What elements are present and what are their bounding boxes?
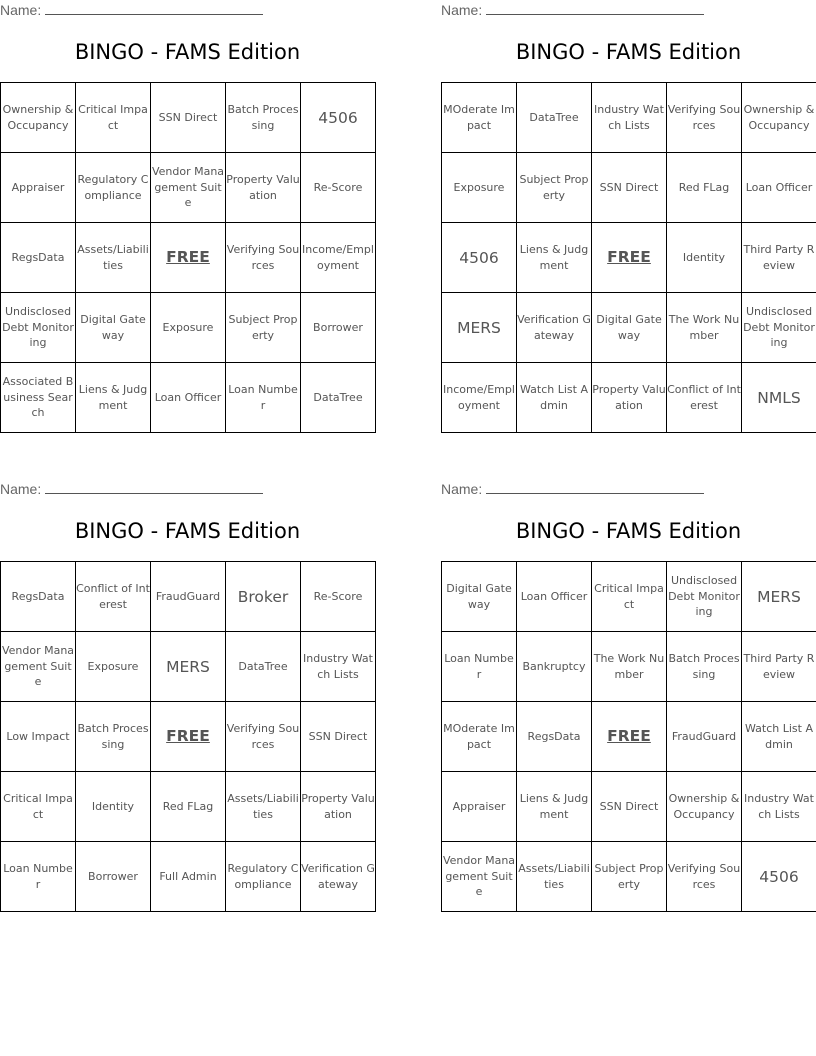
bingo-cell: Digital Gateway (592, 293, 667, 363)
bingo-cell: 4506 (742, 842, 816, 912)
bingo-cell: Borrower (301, 293, 376, 363)
card-title: BINGO - FAMS Edition (515, 40, 742, 64)
bingo-cell: Bankruptcy (517, 632, 592, 702)
name-blank-line (45, 4, 263, 15)
bingo-cell: Regulatory Compliance (76, 153, 151, 223)
bingo-cell: MOderate Impact (442, 702, 517, 772)
bingo-cell: Full Admin (151, 842, 226, 912)
bingo-cell: Verifying Sources (226, 702, 301, 772)
bingo-cell: Verification Gateway (301, 842, 376, 912)
bingo-cell: Low Impact (1, 702, 76, 772)
bingo-cell: Exposure (151, 293, 226, 363)
bingo-cell: Loan Officer (151, 363, 226, 433)
bingo-cell: Verifying Sources (667, 842, 742, 912)
bingo-cell: Regulatory Compliance (226, 842, 301, 912)
bingo-cell: Ownership & Occupancy (1, 83, 76, 153)
bingo-cell: RegsData (1, 223, 76, 293)
bingo-cell: Ownership & Occupancy (742, 83, 816, 153)
bingo-cell: Assets/Liabilities (226, 772, 301, 842)
bingo-cell: DataTree (517, 83, 592, 153)
bingo-row (1, 223, 376, 293)
bingo-cell: Vendor Management Suite (151, 153, 226, 223)
bingo-cell: SSN Direct (592, 153, 667, 223)
bingo-cell: Red FLag (151, 772, 226, 842)
bingo-cell: Liens & Judgment (76, 363, 151, 433)
name-field (0, 481, 263, 497)
bingo-cell: Subject Property (226, 293, 301, 363)
bingo-row (442, 632, 816, 702)
bingo-cell: Watch List Admin (742, 702, 816, 772)
name-blank-line (486, 483, 704, 494)
bingo-row (1, 772, 376, 842)
bingo-cell: Digital Gateway (442, 562, 517, 632)
bingo-cell: Broker (226, 562, 301, 632)
bingo-row (442, 702, 816, 772)
bingo-cell: Red FLag (667, 153, 742, 223)
bingo-cell: Conflict of Interest (76, 562, 151, 632)
bingo-cell: Industry Watch Lists (592, 83, 667, 153)
bingo-cell: Exposure (76, 632, 151, 702)
bingo-cell: SSN Direct (151, 83, 226, 153)
bingo-cell: NMLS (742, 363, 816, 433)
bingo-cell: RegsData (517, 702, 592, 772)
bingo-cell: MERS (151, 632, 226, 702)
bingo-cell: Verification Gateway (517, 293, 592, 363)
bingo-cell: Loan Number (226, 363, 301, 433)
bingo-row (1, 632, 376, 702)
bingo-cell: Critical Impact (1, 772, 76, 842)
bingo-cell: RegsData (1, 562, 76, 632)
bingo-cell: Digital Gateway (76, 293, 151, 363)
bingo-cell: Batch Processing (667, 632, 742, 702)
bingo-cell: DataTree (226, 632, 301, 702)
bingo-grid (0, 82, 376, 433)
bingo-row (1, 562, 376, 632)
bingo-row (442, 562, 816, 632)
bingo-cell: SSN Direct (592, 772, 667, 842)
bingo-cell: Subject Property (592, 842, 667, 912)
bingo-cell: Associated Business Search (1, 363, 76, 433)
bingo-cell: Subject Property (517, 153, 592, 223)
bingo-cell: Identity (667, 223, 742, 293)
bingo-row (1, 702, 376, 772)
bingo-cell: Loan Officer (742, 153, 816, 223)
card-title: BINGO - FAMS Edition (74, 40, 301, 64)
bingo-cell: Verifying Sources (667, 83, 742, 153)
bingo-cell: Assets/Liabilities (517, 842, 592, 912)
bingo-grid (441, 82, 816, 433)
bingo-row (442, 293, 816, 363)
name-field (441, 481, 704, 497)
bingo-cell: Loan Number (1, 842, 76, 912)
bingo-cell: Liens & Judgment (517, 223, 592, 293)
name-label: Name: (441, 2, 483, 18)
bingo-cell: MERS (442, 293, 517, 363)
bingo-cell: Undisclosed Debt Monitoring (1, 293, 76, 363)
bingo-cell: Property Valuation (226, 153, 301, 223)
bingo-cell: Undisclosed Debt Monitoring (667, 562, 742, 632)
bingo-cell: Appraiser (442, 772, 517, 842)
bingo-cell: FraudGuard (151, 562, 226, 632)
bingo-cell: Batch Processing (226, 83, 301, 153)
bingo-cell: MERS (742, 562, 816, 632)
bingo-cell: Third Party Review (742, 632, 816, 702)
bingo-row (1, 363, 376, 433)
free-space: FREE (151, 223, 226, 293)
bingo-row (1, 293, 376, 363)
bingo-cell: The Work Number (592, 632, 667, 702)
bingo-cell: Vendor Management Suite (442, 842, 517, 912)
bingo-cell: Re-Score (301, 562, 376, 632)
free-space: FREE (592, 702, 667, 772)
bingo-cell: Critical Impact (592, 562, 667, 632)
card-title: BINGO - FAMS Edition (74, 519, 301, 543)
bingo-cell: The Work Number (667, 293, 742, 363)
bingo-cell: Industry Watch Lists (301, 632, 376, 702)
bingo-row (1, 83, 376, 153)
bingo-cell: Industry Watch Lists (742, 772, 816, 842)
bingo-cell: Vendor Management Suite (1, 632, 76, 702)
bingo-row (442, 842, 816, 912)
name-label: Name: (0, 2, 42, 18)
bingo-cell: Income/Employment (301, 223, 376, 293)
bingo-row (442, 223, 816, 293)
bingo-cell: Re-Score (301, 153, 376, 223)
name-blank-line (486, 4, 704, 15)
bingo-cell: Income/Employment (442, 363, 517, 433)
bingo-cell: Conflict of Interest (667, 363, 742, 433)
free-space: FREE (151, 702, 226, 772)
card-title: BINGO - FAMS Edition (515, 519, 742, 543)
bingo-cell: Loan Number (442, 632, 517, 702)
bingo-cell: Assets/Liabilities (76, 223, 151, 293)
bingo-cell: FraudGuard (667, 702, 742, 772)
bingo-cell: Undisclosed Debt Monitoring (742, 293, 816, 363)
bingo-row (442, 363, 816, 433)
bingo-cell: MOderate Impact (442, 83, 517, 153)
bingo-cell: Batch Processing (76, 702, 151, 772)
bingo-cell: Identity (76, 772, 151, 842)
bingo-cell: Appraiser (1, 153, 76, 223)
bingo-cell: 4506 (442, 223, 517, 293)
bingo-row (442, 772, 816, 842)
name-field (0, 2, 263, 18)
bingo-cell: SSN Direct (301, 702, 376, 772)
bingo-grid (0, 561, 376, 912)
name-label: Name: (441, 481, 483, 497)
bingo-row (442, 83, 816, 153)
bingo-cell: Ownership & Occupancy (667, 772, 742, 842)
bingo-cell: 4506 (301, 83, 376, 153)
bingo-grid (441, 561, 816, 912)
bingo-cell: Property Valuation (301, 772, 376, 842)
bingo-cell: Property Valuation (592, 363, 667, 433)
bingo-row (442, 153, 816, 223)
bingo-row (1, 842, 376, 912)
name-label: Name: (0, 481, 42, 497)
bingo-cell: Borrower (76, 842, 151, 912)
name-blank-line (45, 483, 263, 494)
bingo-cell: Critical Impact (76, 83, 151, 153)
bingo-cell: Loan Officer (517, 562, 592, 632)
bingo-cell: Liens & Judgment (517, 772, 592, 842)
bingo-cell: Exposure (442, 153, 517, 223)
name-field (441, 2, 704, 18)
bingo-cell: DataTree (301, 363, 376, 433)
bingo-cell: Verifying Sources (226, 223, 301, 293)
bingo-cell: Third Party Review (742, 223, 816, 293)
bingo-cell: Watch List Admin (517, 363, 592, 433)
free-space: FREE (592, 223, 667, 293)
bingo-row (1, 153, 376, 223)
